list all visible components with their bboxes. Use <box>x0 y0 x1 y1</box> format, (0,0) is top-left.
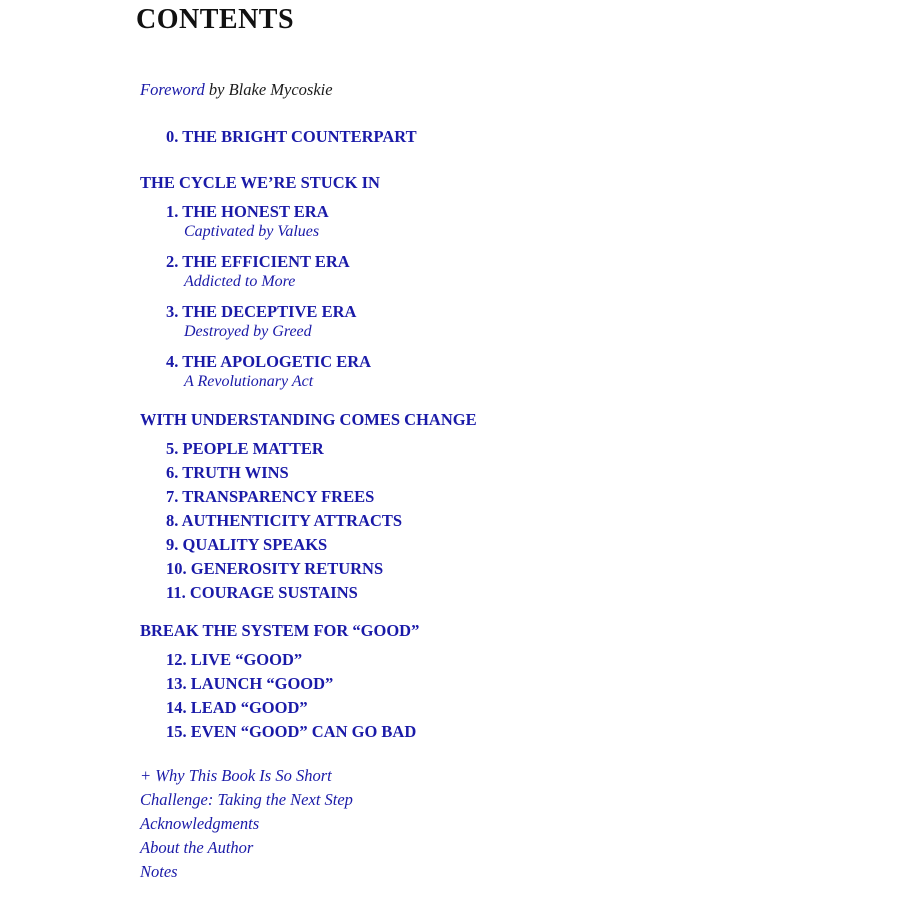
toc-acknowledgments[interactable]: Acknowledgments <box>140 814 260 833</box>
chapter-title[interactable]: 14. LEAD “GOOD” <box>166 698 308 717</box>
toc-chapter-15[interactable] <box>166 722 416 742</box>
chapter-subtitle: Captivated by Values <box>184 223 320 240</box>
toc-chapter-4[interactable] <box>166 352 371 391</box>
chapter-title[interactable]: 7. TRANSPARENCY FREES <box>166 487 375 506</box>
chapter-title[interactable]: 1. THE HONEST ERA <box>166 202 329 221</box>
toc-about-author[interactable]: About the Author <box>140 838 254 857</box>
toc-chapter-5[interactable] <box>166 439 324 459</box>
chapter-title[interactable]: 5. PEOPLE MATTER <box>166 439 324 458</box>
toc-chapter-11[interactable] <box>166 583 358 603</box>
chapter-title[interactable]: 2. THE EFFICIENT ERA <box>166 252 350 271</box>
toc-chapter-2[interactable] <box>166 252 350 291</box>
chapter-title[interactable]: 13. LAUNCH “GOOD” <box>166 674 334 693</box>
chapter-title[interactable]: 8. AUTHENTICITY ATTRACTS <box>166 511 403 530</box>
chapter-title[interactable]: 15. EVEN “GOOD” CAN GO BAD <box>166 722 417 741</box>
toc-foreword <box>140 80 333 100</box>
chapter-title[interactable]: 12. LIVE “GOOD” <box>166 650 303 669</box>
chapter-title[interactable]: 4. THE APOLOGETIC ERA <box>166 352 372 371</box>
chapter-title[interactable]: 9. QUALITY SPEAKS <box>166 535 328 554</box>
toc-section-understanding[interactable]: WITH UNDERSTANDING COMES CHANGE <box>140 410 477 429</box>
toc-chapter-13[interactable] <box>166 674 333 694</box>
toc-chapter-1[interactable] <box>166 202 329 241</box>
toc-chapter-8[interactable] <box>166 511 402 531</box>
toc-chapter-12[interactable] <box>166 650 302 670</box>
chapter-subtitle: Destroyed by Greed <box>184 323 312 340</box>
toc-chapter-3[interactable] <box>166 302 356 341</box>
chapter-subtitle: A Revolutionary Act <box>184 373 314 390</box>
toc-chapter-6[interactable] <box>166 463 289 483</box>
toc-challenge[interactable]: Challenge: Taking the Next Step <box>140 790 353 809</box>
toc-chapter-7[interactable] <box>166 487 374 507</box>
toc-chapter-9[interactable] <box>166 535 327 555</box>
chapter-title[interactable]: 3. THE DECEPTIVE ERA <box>166 302 357 321</box>
toc-section-cycle[interactable]: THE CYCLE WE’RE STUCK IN <box>140 173 380 192</box>
toc-notes[interactable]: Notes <box>140 862 178 881</box>
toc-why-short[interactable]: + Why This Book Is So Short <box>140 766 332 785</box>
chapter-title[interactable]: 0. THE BRIGHT COUNTERPART <box>166 127 417 146</box>
toc-chapter-14[interactable] <box>166 698 308 718</box>
foreword-link[interactable]: Foreword <box>140 80 205 99</box>
chapter-title[interactable]: 6. TRUTH WINS <box>166 463 289 482</box>
page-title: CONTENTS <box>136 4 295 35</box>
toc-chapter-0[interactable] <box>166 127 417 147</box>
chapter-title[interactable]: 11. COURAGE SUSTAINS <box>166 583 358 602</box>
toc-chapter-10[interactable] <box>166 559 383 579</box>
foreword-author: by Blake Mycoskie <box>204 80 333 99</box>
chapter-title[interactable]: 10. GENEROSITY RETURNS <box>166 559 384 578</box>
chapter-subtitle: Addicted to More <box>184 273 296 290</box>
toc-section-good[interactable]: BREAK THE SYSTEM FOR “GOOD” <box>140 621 420 640</box>
